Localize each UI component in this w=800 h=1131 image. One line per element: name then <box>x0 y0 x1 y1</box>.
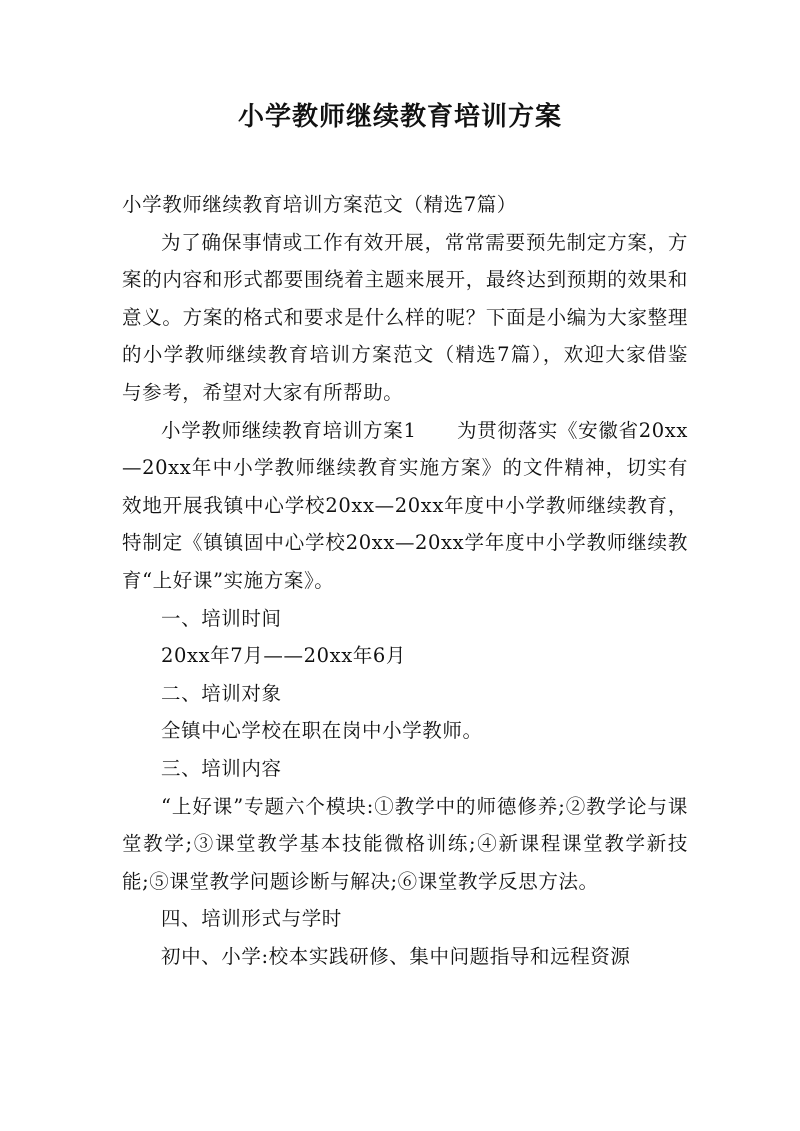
section3-content: “上好课”专题六个模块:①教学中的师德修养;②教学论与课堂教学;③课堂教学基本技能微格训练;④新课程课堂教学新技能;⑤课堂教学问题诊断与解决;⑥课堂教学反思方法。 <box>122 794 688 893</box>
section3-heading: 三、培训内容 <box>161 756 282 780</box>
intro-paragraph: 为了确保事情或工作有效开展，常常需要预先制定方案，方案的内容和形式都要围绕着主题来展开，最终达到预期的效果和意义。方案的格式和要求是什么样的呢？下面是小编为大家整理的小学教师继续教育培训方案范文（精选7篇），欢迎大家借鉴与参考，希望对大家有所帮助。 <box>122 230 688 404</box>
section1-heading: 一、培训时间 <box>161 606 282 630</box>
document-body <box>122 186 688 975</box>
document-title: 小学教师继续教育培训方案 <box>237 102 562 132</box>
section2-content: 全镇中心学校在职在岗中小学教师。 <box>161 719 483 743</box>
section1-content: 20xx年7月——20xx年6月 <box>161 644 407 668</box>
section4-heading: 四、培训形式与学时 <box>161 907 342 931</box>
plan1-intro-paragraph: 小学教师继续教育培训方案1 为贯彻落实《安徽省20xx—20xx年中小学教师继续教育实施方案》的文件精神，切实有效地开展我镇中心学校20xx—20xx年度中小学教师继续教育，特制定《镇镇固中心学校20xx—20xx学年度中小学教师继续教育“上好课”实施方案》。 <box>122 418 688 592</box>
section4-content: 初中、小学:校本实践研修、集中问题指导和远程资源 <box>161 944 631 968</box>
section2-heading: 二、培训对象 <box>161 681 282 705</box>
document-subtitle: 小学教师继续教育培训方案范文（精选7篇） <box>122 193 517 216</box>
